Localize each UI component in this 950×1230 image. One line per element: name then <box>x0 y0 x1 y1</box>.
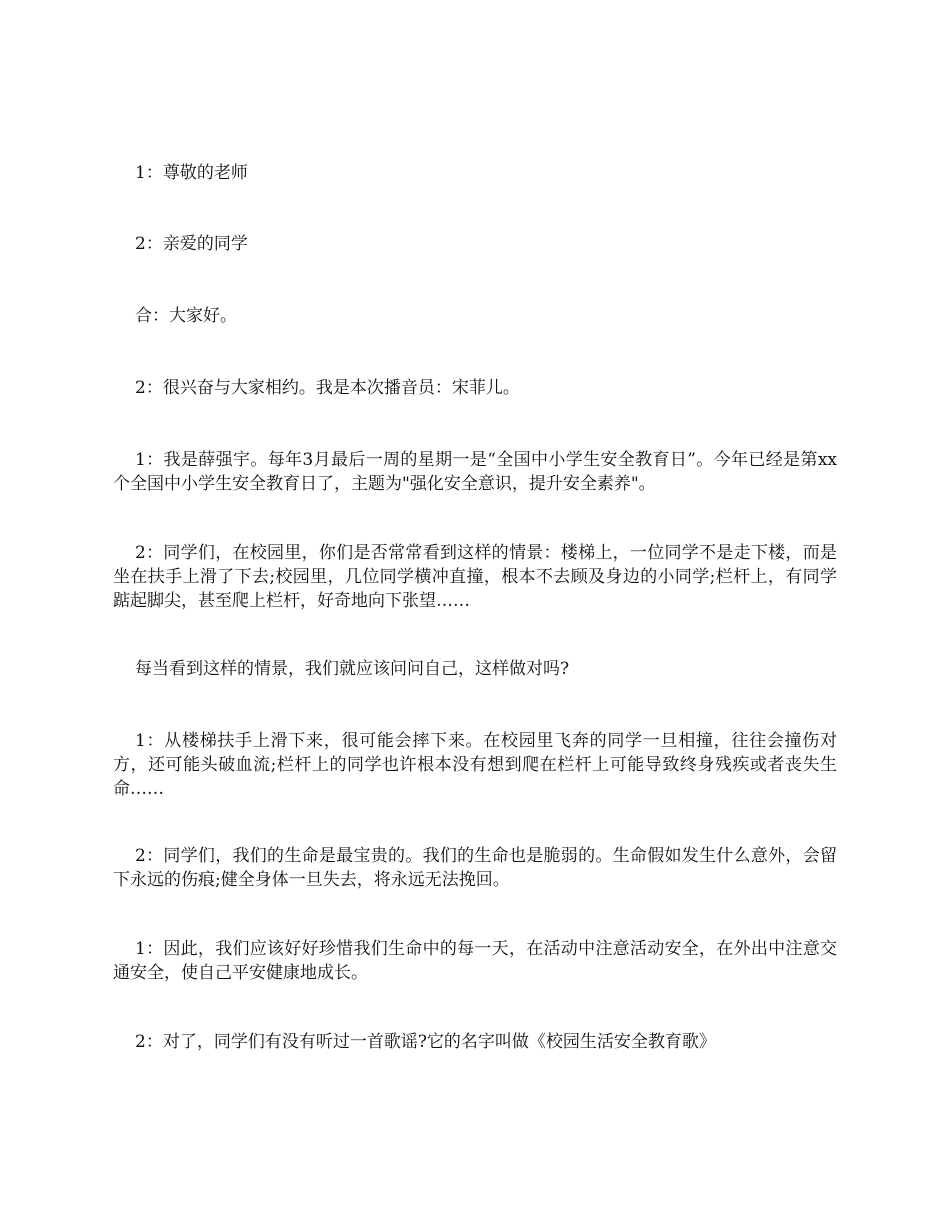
paragraph-song-intro: 2：对了，同学们有没有听过一首歌谣?它的名字叫做《校园生活安全教育歌》 <box>135 1032 716 1052</box>
paragraph-announcer-intro: 2：很兴奋与大家相约。我是本次播音员：宋菲儿。 <box>135 378 520 398</box>
paragraph-cherish-life: 1：因此，我们应该好好珍惜我们生命中的每一天，在活动中注意活动安全，在外出中注意交通安全，使自己平安健康地成长。 <box>113 939 837 983</box>
paragraph-question: 每当看到这样的情景，我们就应该问问自己，这样做对吗? <box>135 659 570 679</box>
paragraph-greeting-all: 合：大家好。 <box>135 306 237 326</box>
paragraph-dangers: 1：从楼梯扶手上滑下来，很可能会摔下来。在校园里飞奔的同学一旦相撞，往往会撞伤对方，还可能头破血流;栏杆上的同学也许根本没有想到爬在栏杆上可能导致终身残疾或者丧失生命…… <box>113 731 837 799</box>
paragraph-greeting-students: 2：亲爱的同学 <box>135 234 248 254</box>
paragraph-campus-scenes: 2：同学们，在校园里，你们是否常常看到这样的情景：楼梯上，一位同学不是走下楼，而是坐在扶手上滑了下去;校园里，几位同学横冲直撞，根本不去顾及身边的小同学;栏杆上，有同学踮起脚尖，甚至爬上栏杆，好奇地向下张望…… <box>113 543 837 611</box>
paragraph-life-precious: 2：同学们，我们的生命是最宝贵的。我们的生命也是脆弱的。生命假如发生什么意外，会留下永远的伤痕;健全身体一旦失去，将永远无法挽回。 <box>113 846 837 890</box>
paragraph-greeting-teachers: 1：尊敬的老师 <box>135 163 248 183</box>
paragraph-safety-day: 1：我是薛强宇。每年3月最后一周的星期一是“全国中小学生安全教育日”。今年已经是第xx个全国中小学生安全教育日了，主题为"强化安全意识，提升安全素养"。 <box>113 450 837 494</box>
